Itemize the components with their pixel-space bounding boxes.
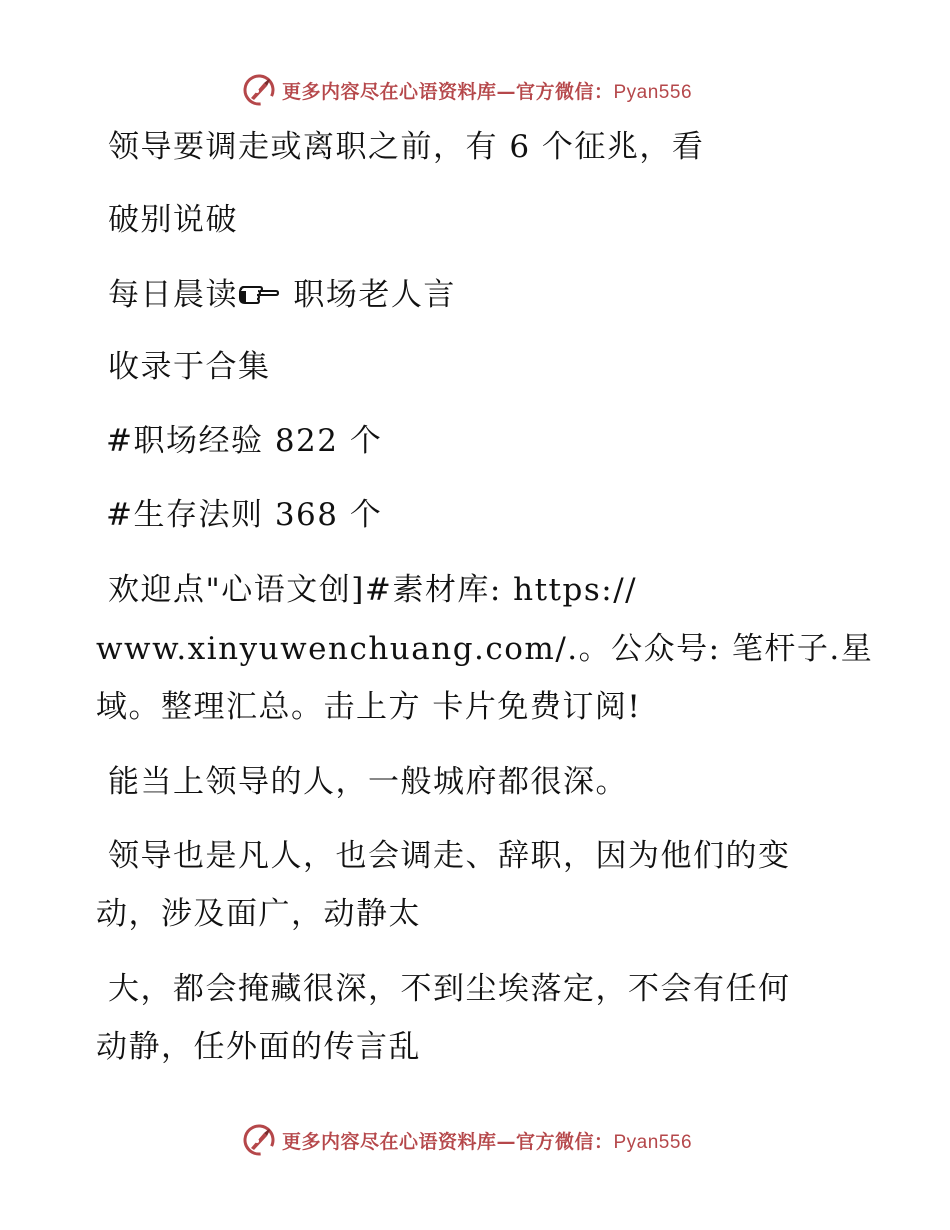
text-line: www.xinyuwenchuang.com/.。公众号: 笔杆子.星 [96,631,874,667]
text-span: 每日晨读 [108,277,238,313]
watermark-group [242,1123,692,1157]
watermark-separator: — [496,1130,516,1153]
watermark-text [282,1127,692,1154]
text-line: 动，涉及面广，动静太 [96,896,421,932]
text-line: 能当上领导的人，一般城府都很深。 [108,764,628,800]
watermark-wechat-id: Pyan556 [613,81,693,103]
text-line: 大，都会掩藏很深，不到尘埃落定，不会有任何 [108,971,791,1007]
text-line: 领导要调走或离职之前，有 6 个征兆，看 [108,129,705,165]
watermark-group [242,73,692,107]
text-line: 领导也是凡人，也会调走、辞职，因为他们的变 [108,838,791,874]
watermark-brand: 更多内容尽在心语资料库 [281,1130,497,1153]
text-line: 破别说破 [108,202,238,238]
pen-logo-icon [242,73,276,107]
header-watermark [0,70,950,110]
footer-watermark [0,1120,950,1160]
pointing-hand-icon [238,281,280,307]
watermark-official-label: 官方微信： [515,80,614,103]
watermark-text [282,77,692,104]
text-line: 收录于合集 [108,349,271,385]
text-line: 欢迎点"心语文创]#素材库: https:// [108,572,638,608]
watermark-wechat-id: Pyan556 [613,1131,693,1153]
text-span: 职场老人言 [282,277,456,313]
hashtag-line: #生存法则 368 个 [106,497,383,533]
text-line: 域。整理汇总。击上方 卡片免费订阅! [96,689,642,725]
watermark-brand: 更多内容尽在心语资料库 [281,80,497,103]
text-line-morning-read [108,276,456,314]
hashtag-line: #职场经验 822 个 [106,423,383,459]
pen-logo-icon [242,1123,276,1157]
watermark-separator: — [496,80,516,103]
watermark-official-label: 官方微信： [515,1130,614,1153]
text-line: 动静，任外面的传言乱 [96,1029,421,1065]
